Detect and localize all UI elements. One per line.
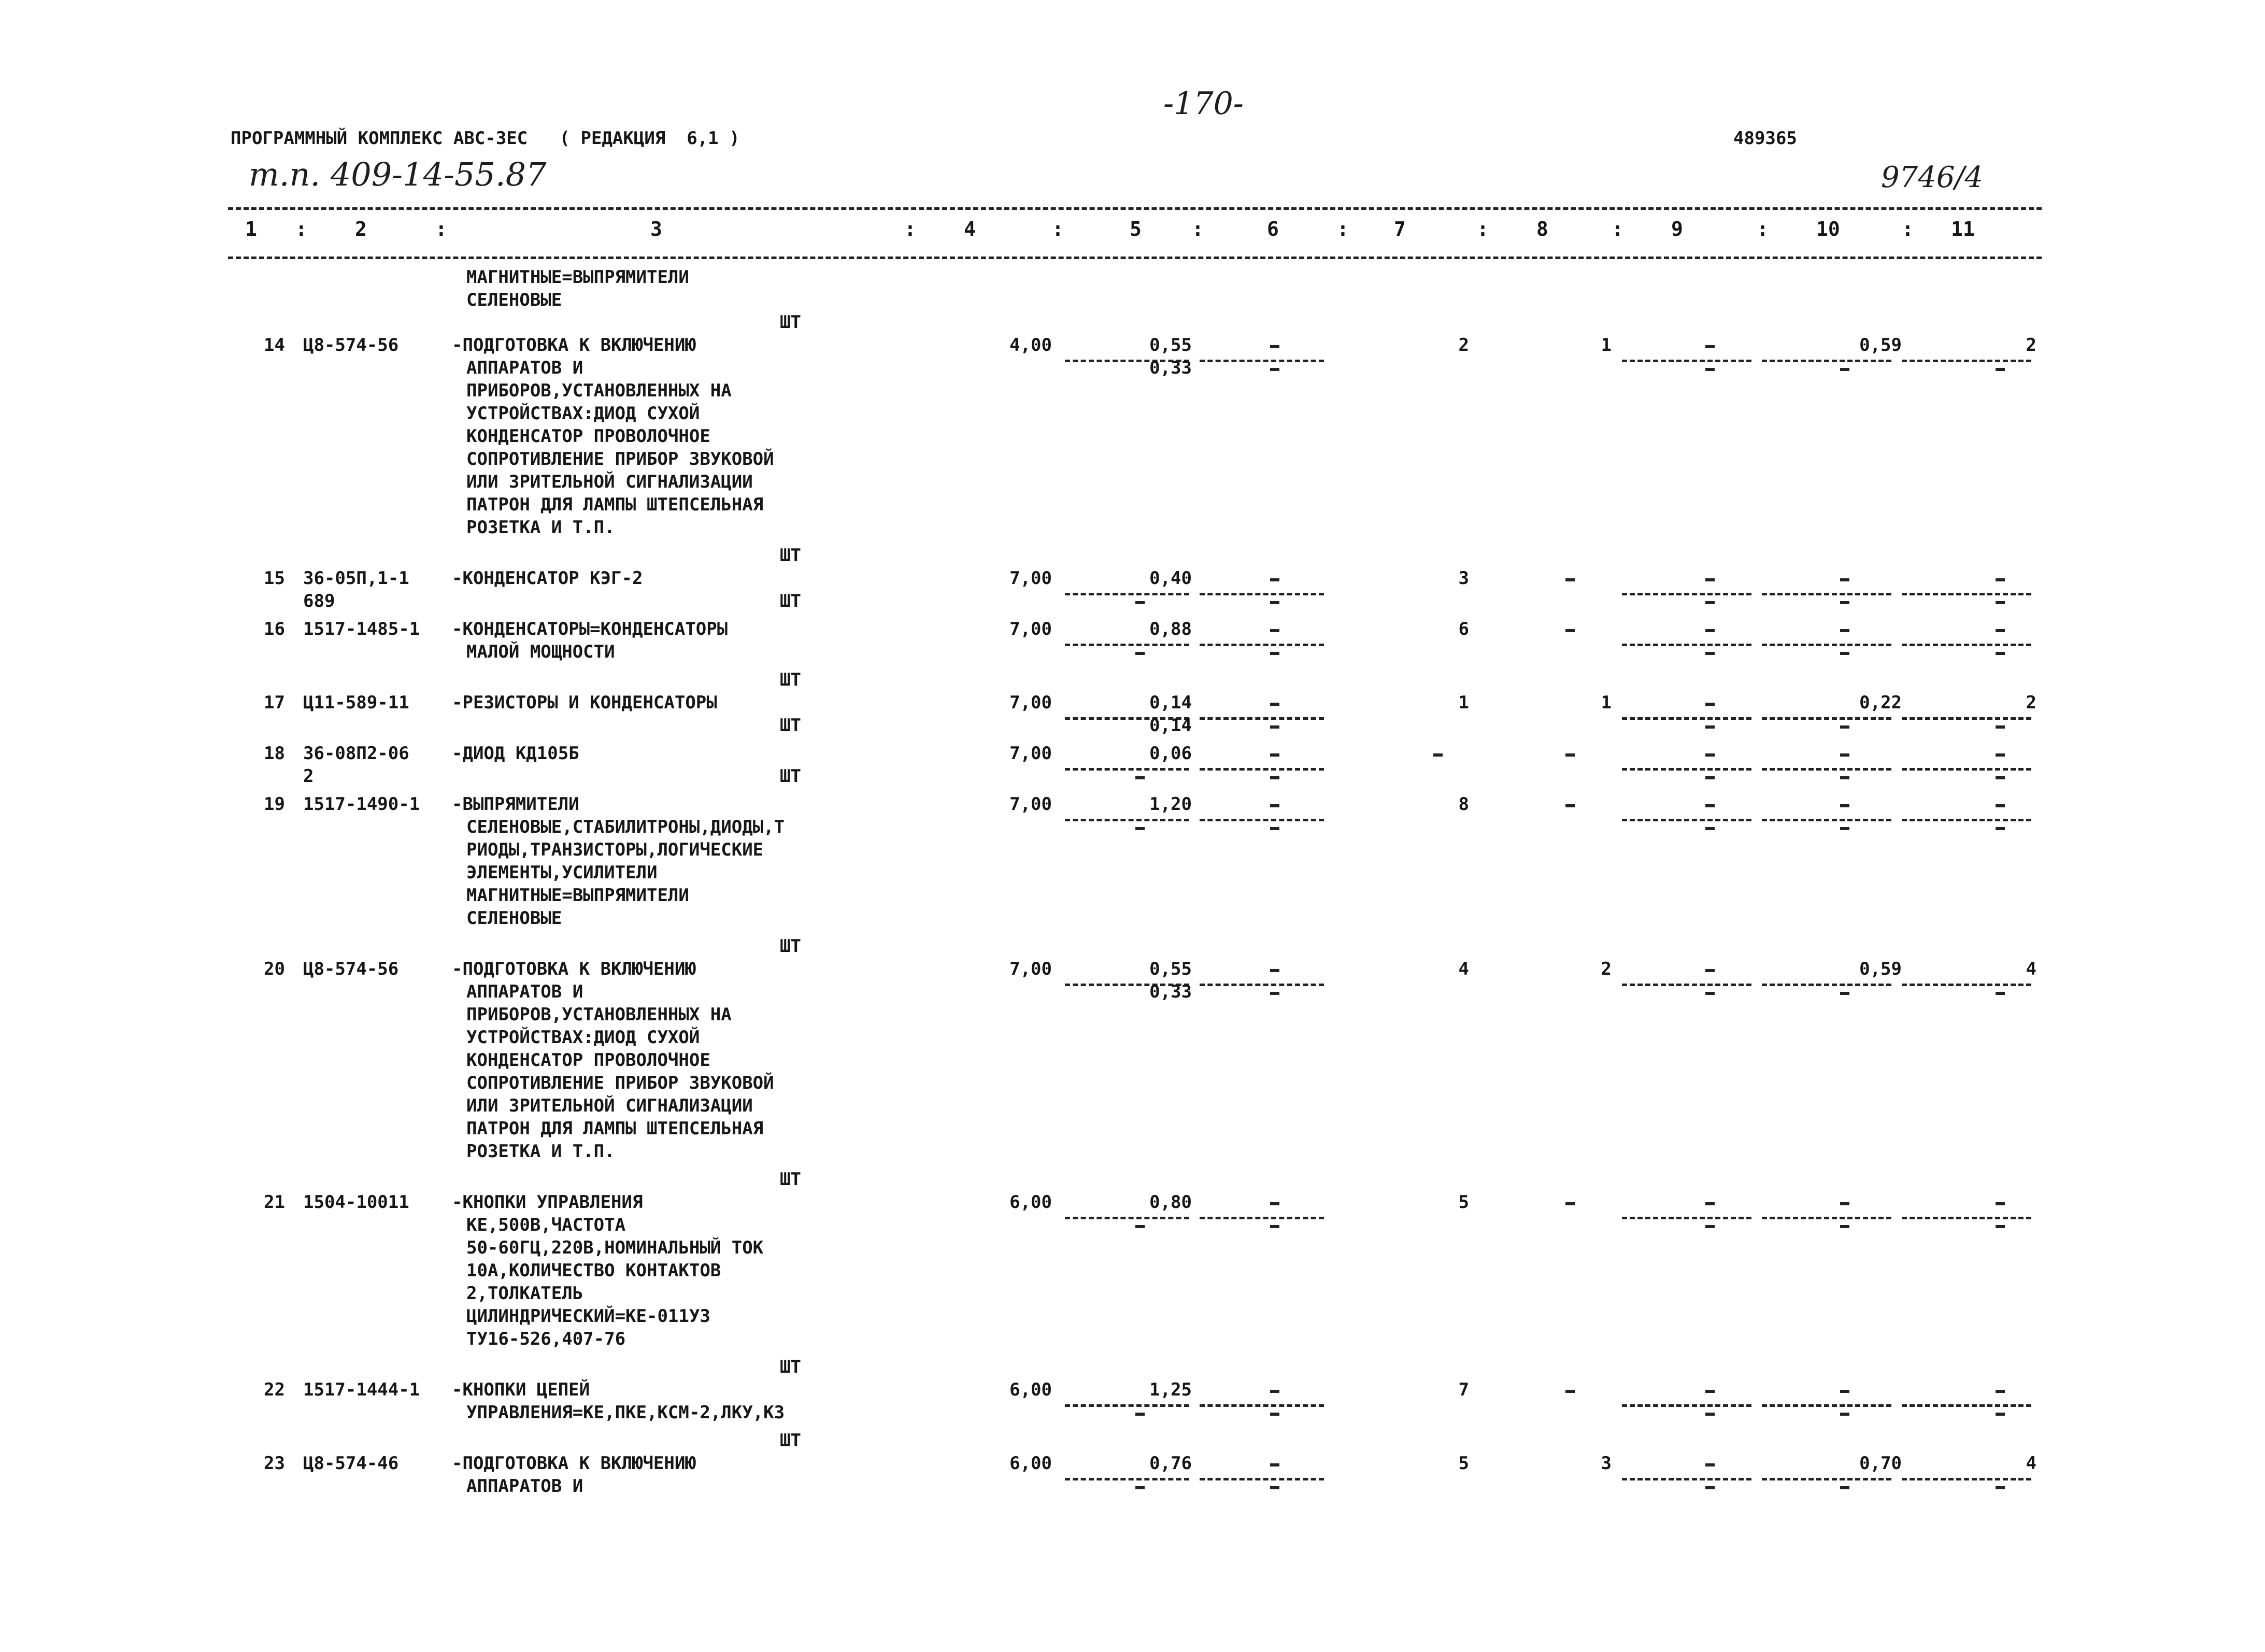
description-line: 10А,КОЛИЧЕСТВО КОНТАКТОВ: [466, 1260, 721, 1281]
dash-mark: [1270, 1486, 1279, 1489]
dash-mark: [1135, 652, 1145, 655]
dash-mark: [1996, 725, 2005, 729]
description-line: УПРАВЛЕНИЯ=КЕ,ПКЕ,КСМ-2,ЛКУ,КЗ: [466, 1402, 785, 1423]
column-number: 7: [1394, 218, 1406, 240]
dash-mark: [1996, 1225, 2005, 1228]
intro-line: СЕЛЕНОВЫЕ: [466, 290, 562, 310]
dash-mark: [1705, 725, 1715, 729]
dash-mark: [1840, 1486, 1849, 1489]
dash-mark: [1996, 776, 2005, 779]
row-code: Ц8-574-56: [303, 959, 399, 979]
dash-mark: [1996, 601, 2005, 604]
row-code-continued: 2: [303, 766, 314, 787]
cell-underline: [1762, 593, 1891, 595]
cell-underline: [1762, 1478, 1891, 1480]
description-line: МАЛОЙ МОЩНОСТИ: [466, 642, 615, 662]
dash-mark: [1840, 827, 1849, 830]
dash-mark: [1565, 1390, 1575, 1393]
cell-underline: [1622, 1404, 1751, 1407]
dash-mark: [1840, 776, 1849, 779]
description-line: -КНОПКИ УПРАВЛЕНИЯ: [452, 1192, 643, 1213]
column-number: 2: [355, 218, 367, 240]
cell-underline: [1200, 593, 1324, 595]
cell-col7: 1: [1458, 692, 1469, 713]
cell-underline: [1902, 984, 2031, 986]
cell-underline: [1065, 768, 1189, 771]
dash-mark: [1270, 1225, 1279, 1228]
cell-quantity: 7,00: [1009, 692, 1052, 713]
dash-mark: [1135, 827, 1145, 830]
dash-mark: [1270, 1390, 1279, 1393]
dash-mark: [1705, 703, 1715, 706]
dash-mark: [1996, 992, 2005, 995]
cell-underline: [1902, 360, 2031, 362]
dash-mark: [1270, 652, 1279, 655]
dash-mark: [1705, 601, 1715, 604]
dash-mark: [1996, 804, 2005, 807]
cell-quantity: 7,00: [1009, 794, 1052, 815]
column-separator: :: [1902, 218, 1914, 240]
cell-col8: 1: [1601, 692, 1612, 713]
cell-col11: 4: [2026, 959, 2036, 979]
row-code-continued: 689: [303, 591, 335, 611]
intro-line: МАГНИТНЫЕ=ВЫПРЯМИТЕЛИ: [466, 267, 689, 288]
cell-underline: [1762, 1217, 1891, 1219]
dash-mark: [1840, 1202, 1849, 1205]
cell-quantity: 7,00: [1009, 619, 1052, 639]
dash-mark: [1705, 804, 1715, 807]
cell-col7: 8: [1458, 794, 1469, 815]
column-separator: :: [1477, 218, 1489, 240]
dash-mark: [1135, 601, 1145, 604]
row-code: 1517-1485-1: [303, 619, 420, 639]
dash-mark: [1996, 827, 2005, 830]
row-number: 21: [264, 1192, 285, 1213]
cell-col5: 0,80: [1149, 1192, 1192, 1213]
description-line: ПРИБОРОВ,УСТАНОВЛЕННЫХ НА: [466, 1004, 732, 1025]
cell-underline: [1200, 717, 1324, 720]
dash-mark: [1840, 368, 1849, 371]
dash-mark: [1705, 753, 1715, 757]
column-number: 5: [1130, 218, 1142, 240]
column-number: 10: [1816, 218, 1840, 240]
cell-underline: [1065, 819, 1189, 821]
cell-quantity: 4,00: [1009, 335, 1052, 355]
row-code: 36-05П,1-1: [303, 568, 409, 589]
dash-mark: [1705, 368, 1715, 371]
description-line: -КНОПКИ ЦЕПЕЙ: [452, 1379, 590, 1400]
description-line: -ПОДГОТОВКА К ВКЛЮЧЕНИЮ: [452, 959, 696, 979]
row-number: 20: [264, 959, 285, 979]
dash-mark: [1996, 1413, 2005, 1416]
cell-col5: 1,20: [1149, 794, 1192, 815]
description-line: КОНДЕНСАТОР ПРОВОЛОЧНОЕ: [466, 426, 710, 447]
cell-underline: [1200, 1404, 1324, 1407]
cell-quantity: 6,00: [1009, 1192, 1052, 1213]
cell-underline: [1200, 644, 1324, 646]
dash-mark: [1705, 652, 1715, 655]
dash-mark: [1270, 804, 1279, 807]
cell-quantity: 7,00: [1009, 743, 1052, 764]
dash-mark: [1565, 753, 1575, 757]
dash-mark: [1565, 1202, 1575, 1205]
row-code: 36-08П2-06: [303, 743, 409, 764]
dash-mark: [1996, 1390, 2005, 1393]
description-line: 2,ТОЛКАТЕЛЬ: [466, 1283, 583, 1304]
dash-mark: [1705, 578, 1715, 581]
dash-mark: [1565, 629, 1575, 632]
unit-label: ШТ: [780, 670, 801, 690]
description-line: РОЗЕТКА И Т.П.: [466, 1141, 615, 1162]
unit-label: ШТ: [780, 545, 801, 566]
unit-label: ШТ: [780, 312, 801, 333]
cell-col5: 0,88: [1149, 619, 1192, 639]
cell-underline: [1762, 717, 1891, 720]
description-line: ИЛИ ЗРИТЕЛЬНОЙ СИГНАЛИЗАЦИИ: [466, 472, 753, 492]
unit-label: ШТ: [780, 591, 801, 611]
column-number: 1: [245, 218, 257, 240]
dash-mark: [1705, 1390, 1715, 1393]
cell-underline: [1902, 593, 2031, 595]
cell-underline: [1065, 1404, 1189, 1407]
dash-mark: [1840, 652, 1849, 655]
cell-col7: 6: [1458, 619, 1469, 639]
row-number: 16: [264, 619, 285, 639]
cell-col8: 3: [1601, 1453, 1612, 1474]
description-line: -ВЫПРЯМИТЕЛИ: [452, 794, 579, 815]
cell-quantity: 6,00: [1009, 1379, 1052, 1400]
cell-col5: 0,14: [1149, 692, 1192, 713]
dash-mark: [1705, 776, 1715, 779]
dash-mark: [1705, 1463, 1715, 1466]
cell-underline: [1200, 1478, 1324, 1480]
cell-underline: [1902, 644, 2031, 646]
dash-mark: [1996, 578, 2005, 581]
row-number: 19: [264, 794, 285, 815]
dash-mark: [1840, 1390, 1849, 1393]
description-line: АППАРАТОВ И: [466, 358, 583, 378]
dash-mark: [1270, 992, 1279, 995]
dash-mark: [1705, 1486, 1715, 1489]
dash-mark: [1270, 753, 1279, 757]
cell-underline: [1902, 1478, 2031, 1480]
description-line: 50-60ГЦ,220В,НОМИНАЛЬНЫЙ ТОК: [466, 1237, 764, 1258]
cell-underline: [1762, 984, 1891, 986]
dash-mark: [1705, 969, 1715, 972]
unit-label: ШТ: [780, 936, 801, 957]
dash-mark: [1840, 753, 1849, 757]
cell-underline: [1200, 768, 1324, 771]
cell-col7: 7: [1458, 1379, 1469, 1400]
cell-col10: 0,59: [1859, 959, 1902, 979]
cell-underline: [1762, 768, 1891, 771]
column-separator: :: [1337, 218, 1349, 240]
cell-underline: [1762, 644, 1891, 646]
cell-underline: [1622, 1217, 1751, 1219]
row-number: 18: [264, 743, 285, 764]
cell-quantity: 6,00: [1009, 1453, 1052, 1474]
description-line: УСТРОЙСТВАХ:ДИОД СУХОЙ: [466, 403, 700, 424]
cell-col10: 0,59: [1859, 335, 1902, 355]
cell-col5: 0,40: [1149, 568, 1192, 589]
cell-underline: [1622, 984, 1751, 986]
cell-underline: [1762, 360, 1891, 362]
description-line: ЭЛЕМЕНТЫ,УСИЛИТЕЛИ: [466, 862, 658, 883]
dash-mark: [1840, 578, 1849, 581]
top-rule: [228, 207, 2042, 210]
row-code: 1504-10011: [303, 1192, 409, 1213]
column-separator: :: [1052, 218, 1064, 240]
page-number: -170-: [1163, 86, 1244, 122]
column-separator: :: [435, 218, 447, 240]
cell-underline: [1065, 1478, 1189, 1480]
dash-mark: [1270, 629, 1279, 632]
dash-mark: [1840, 992, 1849, 995]
description-line: -ДИОД КД105Б: [452, 743, 579, 764]
cell-col5: 0,06: [1149, 743, 1192, 764]
cell-col5-second: 0,33: [1149, 358, 1192, 378]
cell-underline: [1622, 717, 1751, 720]
dash-mark: [1135, 1413, 1145, 1416]
dash-mark: [1270, 776, 1279, 779]
cell-underline: [1902, 1217, 2031, 1219]
cell-quantity: 7,00: [1009, 568, 1052, 589]
project-number: т.п. 409-14-55.87: [249, 155, 547, 193]
cell-col11: 4: [2026, 1453, 2036, 1474]
dash-mark: [1996, 629, 2005, 632]
column-number: 9: [1671, 218, 1683, 240]
cell-underline: [1200, 360, 1324, 362]
cell-col7: 5: [1458, 1192, 1469, 1213]
row-code: 1517-1444-1: [303, 1379, 420, 1400]
description-line: СЕЛЕНОВЫЕ: [466, 908, 562, 929]
column-separator: :: [904, 218, 916, 240]
description-line: -ПОДГОТОВКА К ВКЛЮЧЕНИЮ: [452, 335, 696, 355]
dash-mark: [1270, 725, 1279, 729]
dash-mark: [1705, 1202, 1715, 1205]
dash-mark: [1135, 1225, 1145, 1228]
header-bottom-rule: [228, 257, 2042, 259]
dash-mark: [1996, 652, 2005, 655]
description-line: -РЕЗИСТОРЫ И КОНДЕНСАТОРЫ: [452, 692, 717, 713]
description-line: РОЗЕТКА И Т.П.: [466, 517, 615, 538]
cell-underline: [1065, 644, 1189, 646]
dash-mark: [1705, 345, 1715, 348]
cell-underline: [1762, 1404, 1891, 1407]
cell-col7: 2: [1458, 335, 1469, 355]
cell-underline: [1902, 819, 2031, 821]
cell-underline: [1622, 593, 1751, 595]
cell-col5: 0,76: [1149, 1453, 1192, 1474]
dash-mark: [1270, 578, 1279, 581]
column-separator: :: [295, 218, 307, 240]
description-line: -КОНДЕНСАТОР КЭГ-2: [452, 568, 643, 589]
cell-col7: 4: [1458, 959, 1469, 979]
dash-mark: [1270, 703, 1279, 706]
dash-mark: [1270, 1463, 1279, 1466]
cell-underline: [1902, 1404, 2031, 1407]
dash-mark: [1270, 1202, 1279, 1205]
cell-col5-second: 0,14: [1149, 715, 1192, 736]
description-line: КЕ,500В,ЧАСТОТА: [466, 1215, 626, 1235]
dash-mark: [1996, 753, 2005, 757]
cell-col7: 3: [1458, 568, 1469, 589]
dash-mark: [1840, 725, 1849, 729]
cell-underline: [1902, 768, 2031, 771]
cell-col10: 0,22: [1859, 692, 1902, 713]
cell-underline: [1622, 819, 1751, 821]
cell-underline: [1622, 644, 1751, 646]
cell-underline: [1622, 360, 1751, 362]
cell-col5: 0,55: [1149, 959, 1192, 979]
description-line: ИЛИ ЗРИТЕЛЬНОЙ СИГНАЛИЗАЦИИ: [466, 1095, 753, 1116]
row-number: 22: [264, 1379, 285, 1400]
description-line: АППАРАТОВ И: [466, 981, 583, 1002]
cell-col5: 1,25: [1149, 1379, 1192, 1400]
description-line: КОНДЕНСАТОР ПРОВОЛОЧНОЕ: [466, 1050, 710, 1071]
description-line: РИОДЫ,ТРАНЗИСТОРЫ,ЛОГИЧЕСКИЕ: [466, 839, 764, 860]
cell-col5: 0,55: [1149, 335, 1192, 355]
cell-col7: 5: [1458, 1453, 1469, 1474]
cell-col8: 1: [1601, 335, 1612, 355]
description-line: УСТРОЙСТВАХ:ДИОД СУХОЙ: [466, 1027, 700, 1048]
dash-mark: [1565, 804, 1575, 807]
dash-mark: [1840, 601, 1849, 604]
cell-underline: [1762, 819, 1891, 821]
description-line: СОПРОТИВЛЕНИЕ ПРИБОР ЗВУКОВОЙ: [466, 449, 774, 469]
cell-underline: [1200, 1217, 1324, 1219]
description-line: ЦИЛИНДРИЧЕСКИЙ=КЕ-011УЗ: [466, 1306, 710, 1327]
dash-mark: [1840, 1413, 1849, 1416]
cell-underline: [1065, 1217, 1189, 1219]
dash-mark: [1270, 827, 1279, 830]
column-number: 6: [1267, 218, 1279, 240]
cell-quantity: 7,00: [1009, 959, 1052, 979]
row-code: Ц11-589-11: [303, 692, 409, 713]
row-code: Ц8-574-56: [303, 335, 399, 355]
description-line: -ПОДГОТОВКА К ВКЛЮЧЕНИЮ: [452, 1453, 696, 1474]
dash-mark: [1433, 753, 1443, 757]
unit-label: ШТ: [780, 766, 801, 787]
description-line: СЕЛЕНОВЫЕ,СТАБИЛИТРОНЫ,ДИОДЫ,Т: [466, 817, 785, 837]
document-code: 489365: [1733, 128, 1797, 149]
row-number: 14: [264, 335, 285, 355]
dash-mark: [1270, 368, 1279, 371]
dash-mark: [1996, 368, 2005, 371]
dash-mark: [1135, 1486, 1145, 1489]
unit-label: ШТ: [780, 715, 801, 736]
description-line: ПАТРОН ДЛЯ ЛАМПЫ ШТЕПСЕЛЬНАЯ: [466, 494, 764, 515]
column-number: 4: [964, 218, 976, 240]
row-code: Ц8-574-46: [303, 1453, 399, 1474]
cell-col11: 2: [2026, 335, 2036, 355]
unit-label: ШТ: [780, 1169, 801, 1190]
column-number: 8: [1536, 218, 1548, 240]
dash-mark: [1270, 601, 1279, 604]
description-line: ПАТРОН ДЛЯ ЛАМПЫ ШТЕПСЕЛЬНАЯ: [466, 1118, 764, 1139]
unit-label: ШТ: [780, 1430, 801, 1451]
dash-mark: [1705, 629, 1715, 632]
dash-mark: [1270, 1413, 1279, 1416]
cell-underline: [1065, 593, 1189, 595]
column-number: 3: [650, 218, 662, 240]
unit-label: ШТ: [780, 1357, 801, 1377]
dash-mark: [1705, 1225, 1715, 1228]
dash-mark: [1840, 1225, 1849, 1228]
cell-col11: 2: [2026, 692, 2036, 713]
dash-mark: [1996, 1202, 2005, 1205]
row-number: 23: [264, 1453, 285, 1474]
dash-mark: [1705, 827, 1715, 830]
dash-mark: [1135, 776, 1145, 779]
description-line: ПРИБОРОВ,УСТАНОВЛЕННЫХ НА: [466, 380, 732, 401]
row-code: 1517-1490-1: [303, 794, 420, 815]
description-line: СОПРОТИВЛЕНИЕ ПРИБОР ЗВУКОВОЙ: [466, 1073, 774, 1093]
cell-col10: 0,70: [1859, 1453, 1902, 1474]
dash-mark: [1705, 1413, 1715, 1416]
description-line: МАГНИТНЫЕ=ВЫПРЯМИТЕЛИ: [466, 885, 689, 906]
dash-mark: [1270, 345, 1279, 348]
cell-col5-second: 0,33: [1149, 981, 1192, 1002]
description-line: АППАРАТОВ И: [466, 1476, 583, 1497]
description-line: -КОНДЕНСАТОРЫ=КОНДЕНСАТОРЫ: [452, 619, 728, 639]
dash-mark: [1705, 992, 1715, 995]
program-header: ПРОГРАММНЫЙ КОМПЛЕКС АВС-ЗЕС ( РЕДАКЦИЯ 6,1 ): [231, 128, 740, 149]
dash-mark: [1840, 804, 1849, 807]
row-number: 15: [264, 568, 285, 589]
row-number: 17: [264, 692, 285, 713]
cell-underline: [1200, 984, 1324, 986]
column-separator: :: [1757, 218, 1769, 240]
column-separator: :: [1192, 218, 1204, 240]
dash-mark: [1996, 1486, 2005, 1489]
sheet-number: 9746/4: [1881, 161, 1984, 194]
column-separator: :: [1612, 218, 1623, 240]
dash-mark: [1840, 629, 1849, 632]
cell-underline: [1622, 768, 1751, 771]
cell-underline: [1622, 1478, 1751, 1480]
cell-col8: 2: [1601, 959, 1612, 979]
dash-mark: [1565, 578, 1575, 581]
description-line: ТУ16-526,407-76: [466, 1329, 626, 1349]
column-number: 11: [1951, 218, 1975, 240]
dash-mark: [1270, 969, 1279, 972]
cell-underline: [1200, 819, 1324, 821]
cell-underline: [1902, 717, 2031, 720]
